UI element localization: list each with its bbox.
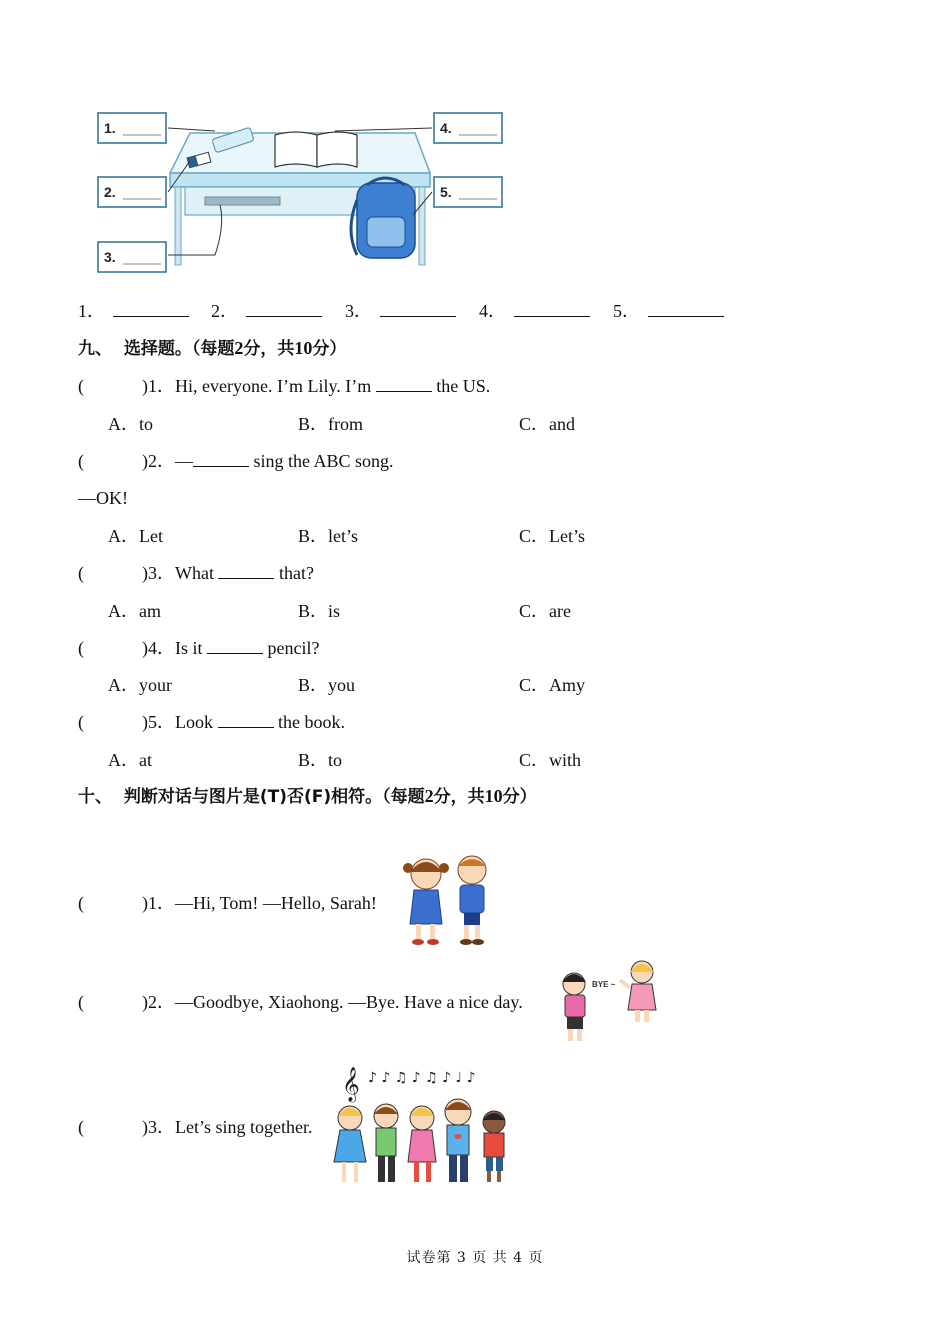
page-footer: 试卷第 3 页 共 4 页 (406, 1250, 544, 1266)
q9-1 (78, 375, 490, 397)
q10-1-paren[interactable]: ( (78, 893, 84, 913)
q9-4-option-c[interactable]: C．Amy (519, 675, 586, 695)
q9-4-text-after: pencil? (267, 638, 320, 658)
section10-number: 十、 (78, 787, 112, 807)
q9-2-text-after: sing the ABC song. (253, 451, 394, 471)
q9-2-reply: —OK! (78, 488, 128, 508)
q10-3-paren[interactable]: ( (78, 1117, 84, 1137)
q9-2 (78, 450, 394, 472)
section9-end: 分） (312, 339, 347, 359)
answer-2 (211, 300, 322, 322)
q9-1-option-c[interactable]: C．and (519, 414, 575, 434)
answer-3-label: 3． (345, 301, 372, 321)
q9-5 (78, 711, 345, 733)
answer-2-blank[interactable] (246, 300, 322, 317)
label-3: 3. (104, 249, 116, 265)
answer-2-label: 2． (211, 301, 238, 321)
label-box-3 (98, 242, 166, 272)
q9-5-text: Look (175, 712, 213, 732)
q9-4-number: )4． (142, 638, 175, 658)
q9-3-option-c[interactable]: C．are (519, 601, 571, 621)
q9-1-paren[interactable]: ( (78, 376, 84, 396)
desk-figure (95, 105, 515, 280)
q9-2-option-b[interactable]: B．let’s (298, 526, 359, 546)
section9-total: 10 (294, 338, 313, 358)
q9-2-option-a[interactable]: A．Let (108, 526, 163, 546)
label-box-2 (98, 177, 166, 207)
answer-5-label: 5． (613, 301, 640, 321)
answer-5-blank[interactable] (648, 300, 724, 317)
section9-mid: 分，共 (243, 339, 295, 359)
label-box-1 (98, 113, 166, 143)
section10-end: 分） (502, 787, 537, 807)
answer-4 (479, 300, 590, 322)
section9-points: 2 (234, 338, 244, 358)
section9-title-text: 选择题。（每题 (123, 339, 235, 359)
q9-4-paren[interactable]: ( (78, 638, 84, 658)
label-2: 2. (104, 184, 116, 200)
q9-2-dash: — (175, 451, 193, 471)
q9-4-text: Is it (175, 638, 203, 658)
label-box-4 (434, 113, 502, 143)
q9-2-number: )2． (142, 451, 175, 471)
section10-mid: 分，共 (433, 787, 485, 807)
answer-3-blank[interactable] (380, 300, 456, 317)
q10-1-number: )1． (142, 893, 175, 913)
q9-4-option-a[interactable]: A．your (108, 675, 172, 695)
q9-3-text-after: that? (278, 563, 314, 583)
q9-3-option-a[interactable]: A．am (108, 601, 161, 621)
q9-3-number: )3． (142, 563, 175, 583)
q10-1-text: —Hi, Tom! —Hello, Sarah! (175, 893, 377, 913)
answer-1-label: 1． (78, 301, 105, 321)
q10-2-paren[interactable]: ( (78, 992, 84, 1012)
section10-total: 10 (484, 786, 503, 806)
bye-bubble: BYE ~ (592, 980, 616, 989)
q9-1-number: )1． (142, 376, 175, 396)
q10-2 (78, 991, 523, 1013)
q9-5-option-c[interactable]: C．with (519, 750, 582, 770)
q9-3 (78, 562, 314, 584)
q10-3-number: )3． (142, 1117, 175, 1137)
answer-3 (345, 300, 456, 322)
q9-4-option-b[interactable]: B．you (298, 675, 356, 695)
q9-5-number: )5． (142, 712, 175, 732)
q9-5-option-b[interactable]: B．to (298, 750, 343, 770)
q9-1-option-b[interactable]: B．from (298, 414, 363, 434)
q9-5-text-after: the book. (278, 712, 345, 732)
q10-3 (78, 1116, 312, 1138)
q9-2-paren[interactable]: ( (78, 451, 84, 471)
q9-3-paren[interactable]: ( (78, 563, 84, 583)
desk-illustration (95, 105, 515, 280)
q9-3-text: What (175, 563, 214, 583)
q9-3-blank[interactable] (218, 562, 274, 579)
answer-row (78, 300, 189, 322)
q9-1-text: Hi, everyone. I’m Lily. I’m (175, 376, 372, 396)
section9-title (78, 337, 346, 360)
singing-kids-image (328, 1060, 518, 1192)
section9-number: 九、 (78, 339, 112, 359)
q10-2-text: —Goodbye, Xiaohong. —Bye. Have a nice day. (175, 992, 523, 1012)
q9-4-blank[interactable] (207, 637, 263, 654)
section10-points: 2 (424, 786, 434, 806)
q9-4 (78, 637, 320, 659)
q9-3-option-b[interactable]: B．is (298, 601, 341, 621)
label-box-5 (434, 177, 502, 207)
answer-5 (613, 300, 724, 322)
q10-2-number: )2． (142, 992, 175, 1012)
label-1: 1. (104, 120, 116, 136)
answer-4-label: 4． (479, 301, 506, 321)
q10-1 (78, 892, 377, 914)
goodbye-kids-image (556, 960, 664, 1046)
greeting-kids-image (398, 852, 498, 948)
answer-4-blank[interactable] (514, 300, 590, 317)
q9-2-blank[interactable] (193, 450, 249, 467)
q9-5-paren[interactable]: ( (78, 712, 84, 732)
q9-5-option-a[interactable]: A．at (108, 750, 152, 770)
q9-5-blank[interactable] (218, 711, 274, 728)
q9-2-option-c[interactable]: C．Let’s (519, 526, 585, 546)
treble-clef-icon: 𝄞 (342, 1067, 360, 1102)
label-5: 5. (440, 184, 452, 200)
q9-1-option-a[interactable]: A．to (108, 414, 153, 434)
section10-title-text: 判断对话与图片是(T)否(F)相符。（每题 (123, 787, 425, 807)
answer-1-blank[interactable] (113, 300, 189, 317)
q10-3-text: Let’s sing together. (175, 1117, 313, 1137)
q9-1-text-after: the US. (436, 376, 491, 396)
music-notes-icon: ♪ ♪ ♫ ♪ ♫ ♪ ♩ ♪ (368, 1070, 476, 1086)
section10-title (78, 785, 537, 808)
q9-1-blank[interactable] (376, 375, 432, 392)
label-4: 4. (440, 120, 452, 136)
